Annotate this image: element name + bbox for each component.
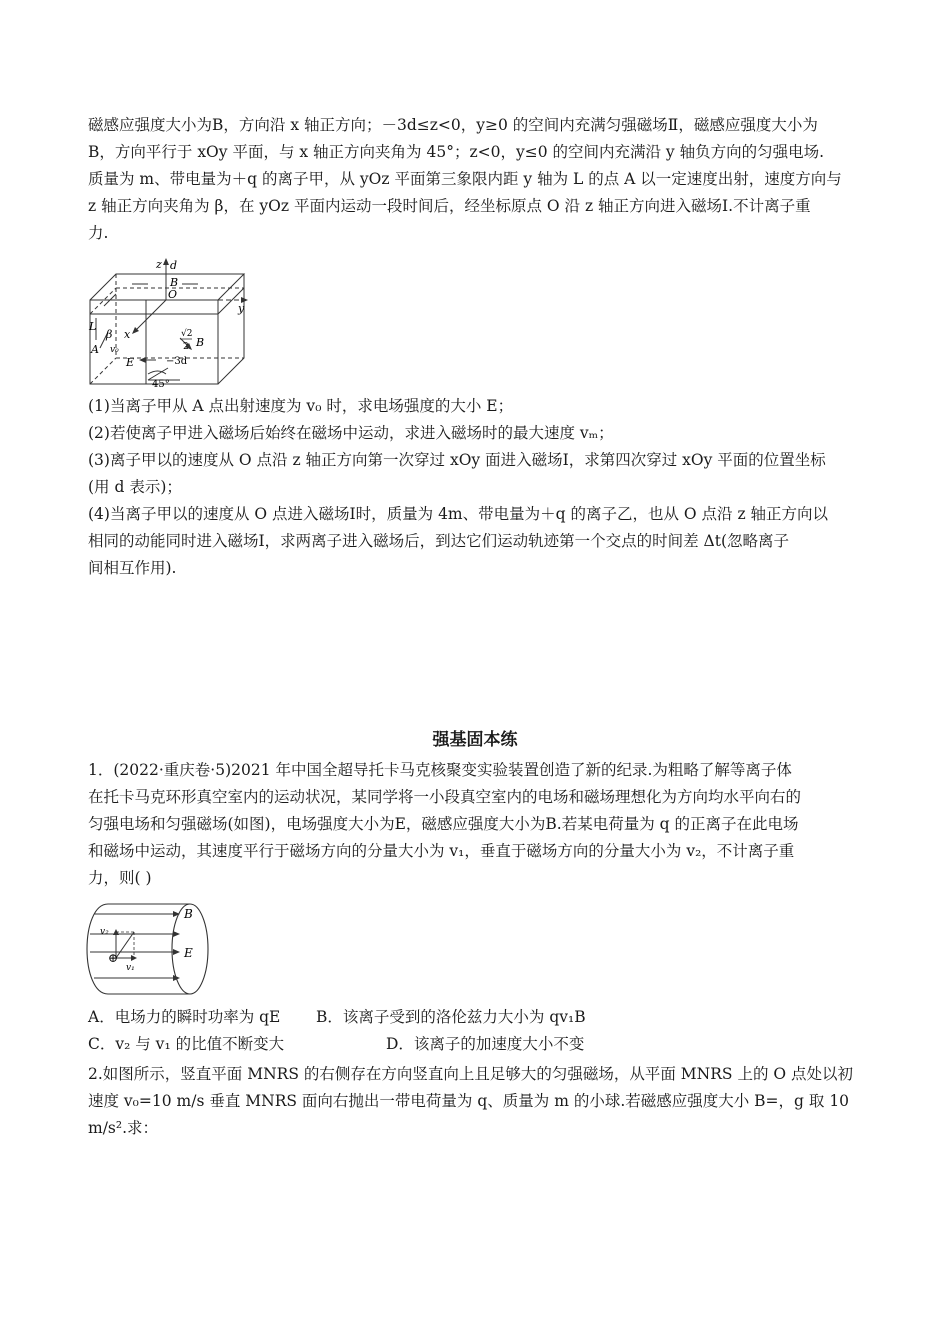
fig2-label-v2: v₂ <box>100 927 109 937</box>
problem-1-line-3: 匀强电场和匀强磁场(如图)，电场强度大小为E，磁感应强度大小为B.若某电荷量为 q 的正离子在此电场 <box>88 815 799 833</box>
fig1-label-O: O <box>168 288 178 301</box>
problem-2-line-1: 2.如图所示，竖直平面 MNRS 的右侧存在方向竖直向上且足够大的匀强磁场，从平面 MNRS 上的 O 点处以初 <box>88 1065 854 1083</box>
fig1-label-minus3d: −3d <box>166 356 188 367</box>
intro-line-4: z 轴正方向夹角为 β，在 yOz 平面内运动一段时间后，经坐标原点 O 沿 z 轴正方向进入磁场Ⅰ.不计离子重 <box>88 197 811 215</box>
intro-paragraph <box>88 112 863 247</box>
problem-2-line-2: 速度 v₀=10 m/s 垂直 MNRS 面向右抛出一带电荷量为 q、质量为 m 的小球.若磁感应强度大小 B=，g 取 10 <box>88 1092 850 1110</box>
figure-cylinder-fields <box>86 902 220 996</box>
option-A: A．电场力的瞬时功率为 qE <box>88 1008 281 1026</box>
problem-1-line-4: 和磁场中运动，其速度平行于磁场方向的分量大小为 v₁，垂直于磁场方向的分量大小为 v₂，不计离子重 <box>88 842 795 860</box>
problem-2-text <box>88 1061 863 1142</box>
problem-1-line-2: 在托卡马克环形真空室内的运动状况，某同学将一小段真空室内的电场和磁场理想化为方向均水平向右的 <box>88 788 802 806</box>
fig1-label-B2: B <box>196 336 205 349</box>
fig2-label-E: E <box>184 946 193 960</box>
intro-line-1: 磁感应强度大小为B，方向沿 x 轴正方向；－3d≤z<0，y≥0 的空间内充满匀强磁场Ⅱ，磁感应强度大小为 <box>88 116 818 134</box>
option-D: D．该离子的加速度大小不变 <box>386 1035 585 1053</box>
fig1-label-A: A <box>91 343 99 356</box>
question-4-line-1: (4)当离子甲以的速度从 O 点进入磁场Ⅰ时，质量为 4m、带电量为＋q 的离子乙，也从 O 点沿 z 轴正方向以 <box>88 505 829 523</box>
problem-2-line-3: m/s².求： <box>88 1119 159 1137</box>
options-row-2 <box>88 1031 863 1058</box>
fig1-label-y: y <box>238 302 245 315</box>
fig1-label-frac-den: 2 <box>183 342 189 352</box>
section-title: 强基固本练 <box>432 730 518 750</box>
fig1-label-frac-num: √2 <box>181 329 193 339</box>
intro-line-3: 质量为 m、带电量为＋q 的离子甲，从 yOz 平面第三象限内距 y 轴为 L 的点 A 以一定速度出射，速度方向与 <box>88 170 842 188</box>
figure-field-box <box>86 256 258 388</box>
fig1-label-45: 45° <box>152 379 170 388</box>
option-B: B．该离子受到的洛伦兹力大小为 qv₁B <box>316 1008 586 1026</box>
problem-1-line-1: 1．(2022·重庆卷·5)2021 年中国全超导托卡马克核聚变实验装置创造了新的纪录.为粗略了解等离子体 <box>88 761 792 779</box>
option-C: C．v₂ 与 v₁ 的比值不断变大 <box>88 1035 285 1053</box>
fig1-label-x: x <box>124 328 131 341</box>
fig1-label-E: E <box>126 356 135 369</box>
options-row-1 <box>88 1004 863 1031</box>
fig2-positive-ion: ⊕ <box>108 951 119 965</box>
problem-1-line-5: 力，则( ) <box>88 869 152 887</box>
fig2-label-v1: v₁ <box>126 963 135 973</box>
question-1: (1)当离子甲从 A 点出射速度为 v₀ 时，求电场强度的大小 E； <box>88 397 514 415</box>
intro-line-2: B，方向平行于 xOy 平面，与 x 轴正方向夹角为 45°；z<0，y≤0 的空间内充满沿 y 轴负方向的匀强电场. <box>88 143 825 161</box>
question-3-line-1: (3)离子甲以的速度从 O 点沿 z 轴正方向第一次穿过 xOy 面进入磁场Ⅰ，求第四次穿过 xOy 平面的位置坐标 <box>88 451 826 469</box>
fig1-label-d: d <box>170 259 178 272</box>
fig1-label-B: B <box>170 276 179 289</box>
fig1-label-z: z <box>156 258 162 271</box>
question-3-line-2: (用 d 表示)； <box>88 478 182 496</box>
fig2-label-B: B <box>184 907 193 921</box>
question-4-line-3: 间相互作用). <box>88 559 177 577</box>
intro-line-5: 力. <box>88 224 109 242</box>
question-list <box>88 393 863 582</box>
problem-1-text <box>88 757 863 892</box>
fig1-label-v0: v₀ <box>110 345 119 355</box>
question-4-line-2: 相同的动能同时进入磁场Ⅰ，求两离子进入磁场后，到达它们运动轨迹第一个交点的时间差 Δt(忽略离子 <box>88 532 790 550</box>
question-2: (2)若使离子甲进入磁场后始终在磁场中运动，求进入磁场时的最大速度 vₘ； <box>88 424 614 442</box>
fig1-label-L: L <box>89 320 97 333</box>
fig1-label-beta: β <box>106 328 113 341</box>
